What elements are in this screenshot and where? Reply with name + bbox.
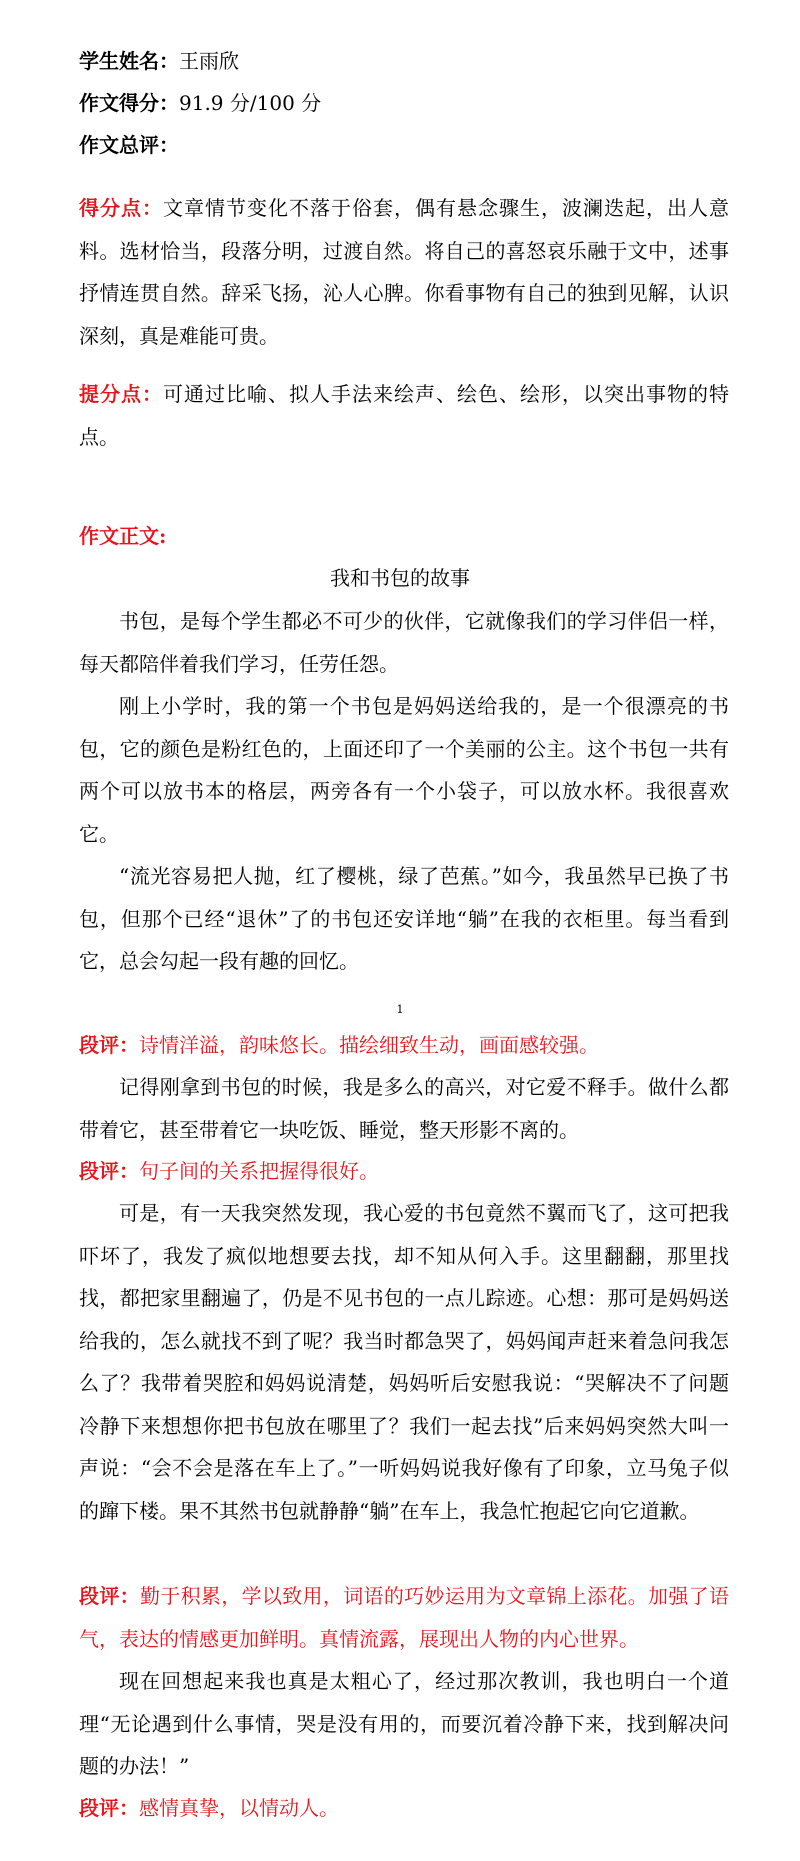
- essay-score-value: 91.9 分/100 分: [179, 91, 322, 115]
- essay-title: 我和书包的故事: [330, 566, 470, 590]
- merit-paragraph: [79, 187, 729, 357]
- comment-label: 段评：: [79, 1159, 139, 1183]
- comment-label: 段评：: [79, 1033, 139, 1057]
- merit-label: 得分点：: [79, 196, 163, 220]
- student-name-value: 王雨欣: [179, 49, 239, 73]
- comment-text: 句子间的关系把握得很好。: [139, 1159, 379, 1183]
- comment-text: 感情真挚，以情动人。: [139, 1796, 339, 1820]
- paragraph-comment-4: [79, 1787, 729, 1830]
- improve-paragraph: [79, 373, 729, 458]
- comment-label: 段评：: [79, 1584, 140, 1608]
- paragraph-comment-1: [79, 1024, 729, 1067]
- essay-paragraph-6: 现在回想起来我也真是太粗心了，经过那次教训，我也明白一个道理“无论遇到什么事情，哭是没有用的，而要沉着冷静下来，找到解决问题的办法！”: [79, 1669, 729, 1778]
- comment-label: 段评：: [79, 1796, 139, 1820]
- page-number: 1: [396, 1003, 404, 1016]
- improve-text: 可通过比喻、拟人手法来绘声、绘色、绘形，以突出事物的特点。: [79, 382, 729, 449]
- summary-label: 作文总评：: [79, 133, 179, 157]
- essay-paragraph-5: 可是，有一天我突然发现，我心爱的书包竟然不翼而飞了，这可把我吓坏了，我发了疯似地想要去找，却不知从何入手。这里翻翻，那里找找，都把家里翻遍了，仍是不见书包的一点儿踪迹。心想：那可是妈妈送给我的，怎么就找不到了呢？我当时都急哭了，妈妈闻声赶来着急问我怎么了？我带着哭腔和妈妈说清楚，妈妈听后安慰我说：“哭解决不了问题冷静下来想想你把书包放在哪里了？我们一起去找”后来妈妈突然大叫一声说：“会不会是落在车上了。”一听妈妈说我好像有了印象，立马兔子似的蹿下楼。果不其然书包就静静“躺”在车上，我急忙抱起它向它道歉。: [79, 1201, 729, 1523]
- student-name-line: [79, 40, 239, 82]
- improve-label: 提分点：: [79, 382, 163, 406]
- essay-paragraph-1: 书包，是每个学生都必不可少的伙伴，它就像我们的学习伴侣一样，每天都陪伴着我们学习，任劳任怨。: [79, 609, 729, 676]
- essay-paragraph-4: 记得刚拿到书包的时候，我是多么的高兴，对它爱不释手。做什么都带着它，甚至带着它一块吃饭、睡觉，整天形影不离的。: [79, 1075, 729, 1142]
- essay-score-line: [79, 82, 321, 124]
- merit-text: 文章情节变化不落于俗套，偶有悬念骤生，波澜迭起，出人意料。选材恰当，段落分明，过渡自然。将自己的喜怒哀乐融于文中，述事抒情连贯自然。辞采飞扬，沁人心脾。你看事物有自己的独到见解，认识深刻，真是难能可贵。: [79, 196, 729, 348]
- essay-score-label: 作文得分：: [79, 91, 179, 115]
- essay-paragraph-2: 刚上小学时，我的第一个书包是妈妈送给我的，是一个很漂亮的书包，它的颜色是粉红色的，上面还印了一个美丽的公主。这个书包一共有两个可以放书本的格层，两旁各有一个小袋子，可以放水杯。我很喜欢它。: [79, 694, 729, 846]
- comment-text: 诗情洋溢，韵味悠长。描绘细致生动，画面感较强。: [139, 1033, 599, 1057]
- essay-body-label: 作文正文:: [79, 524, 167, 548]
- paragraph-comment-2: [79, 1150, 729, 1193]
- paragraph-comment-3: [79, 1575, 729, 1660]
- student-name-label: 学生姓名：: [79, 49, 179, 73]
- comment-text: 勤于积累，学以致用，词语的巧妙运用为文章锦上添花。加强了语气，表达的情感更加鲜明。真情流露，展现出人物的内心世界。: [79, 1584, 730, 1651]
- essay-paragraph-3: “流光容易把人抛，红了樱桃，绿了芭蕉。”如今，我虽然早已换了书包，但那个已经“退休”了的书包还安详地“躺”在我的衣柜里。每当看到它，总会勾起一段有趣的回忆。: [79, 864, 729, 973]
